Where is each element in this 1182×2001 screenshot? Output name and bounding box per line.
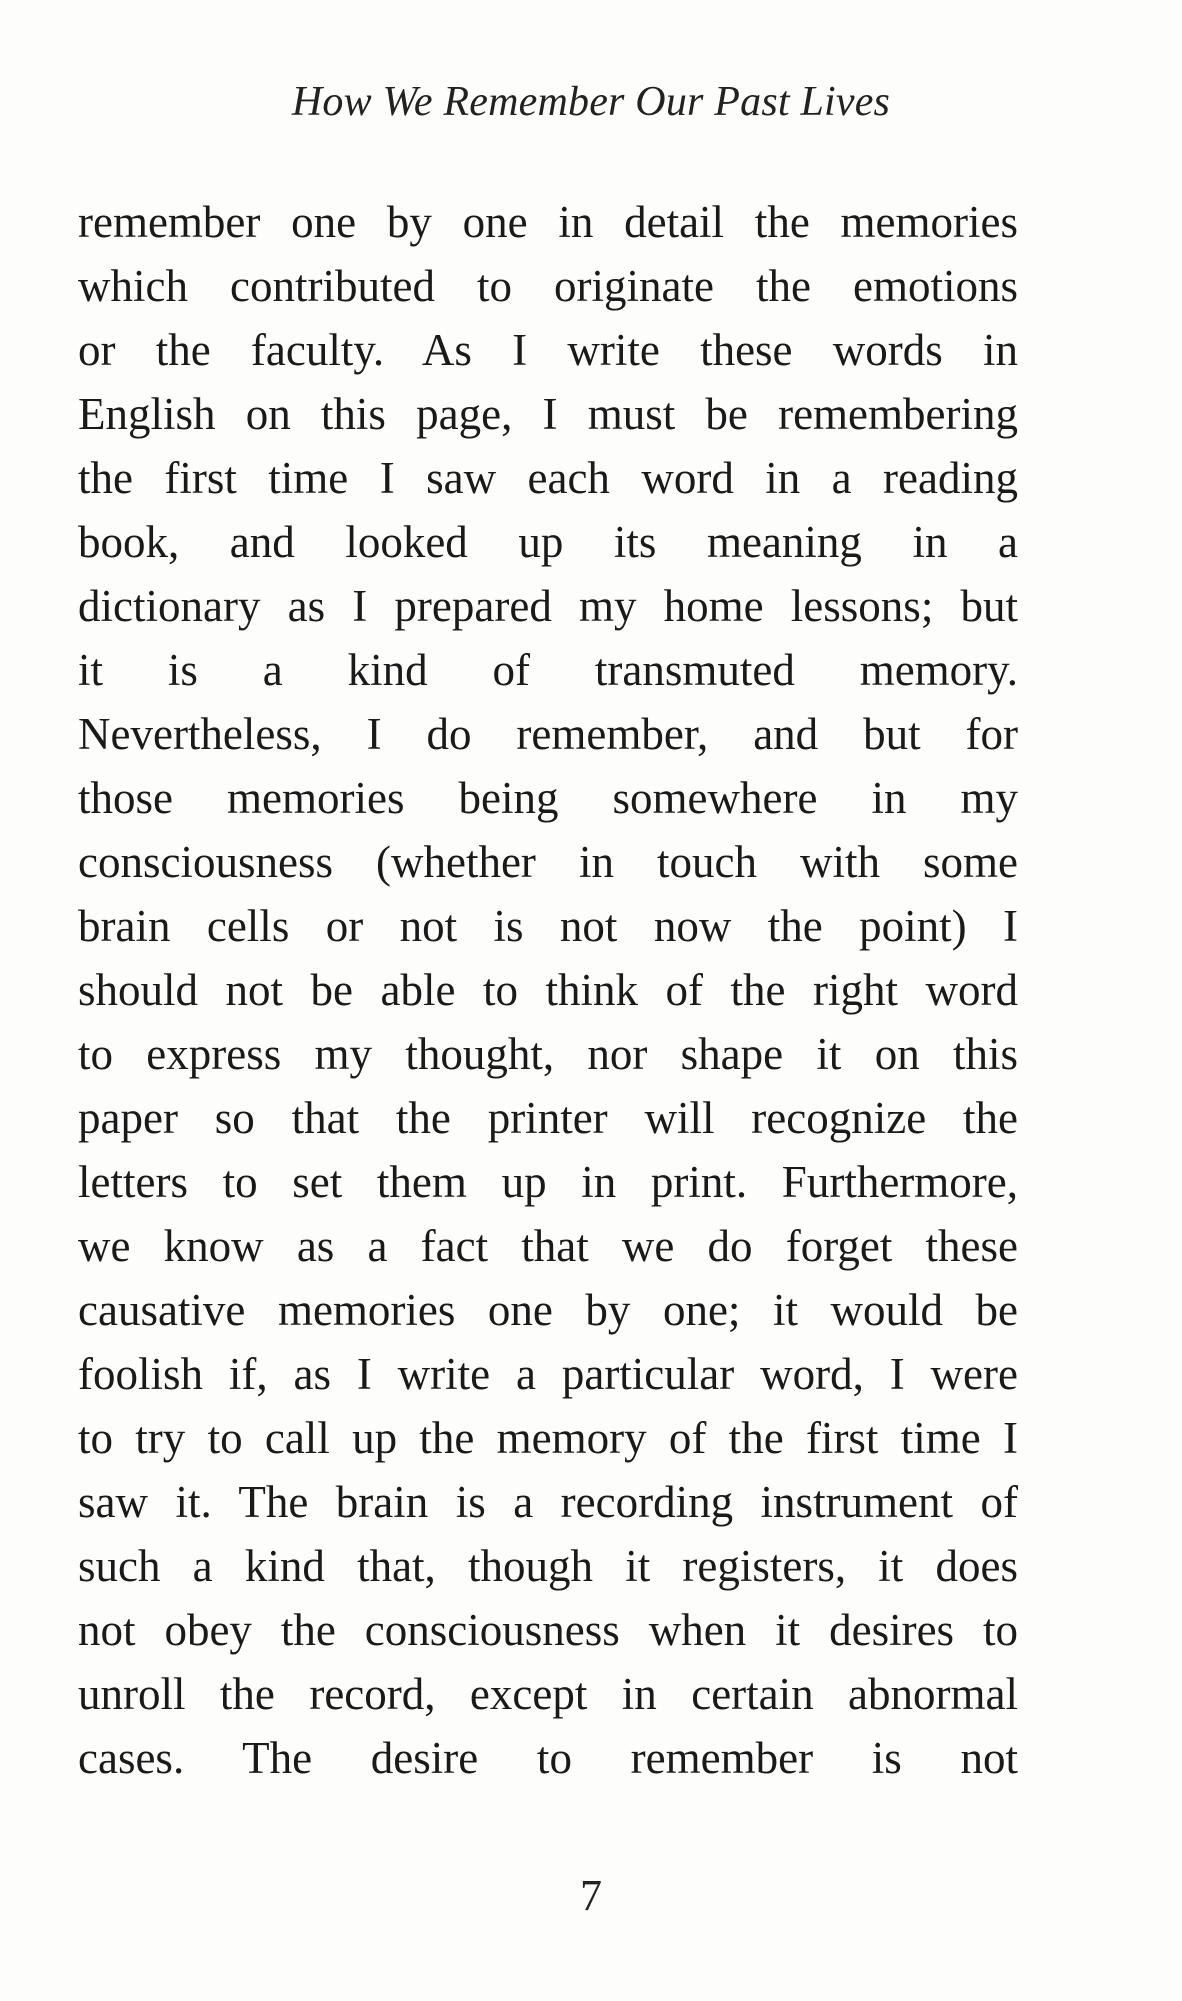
text-line: unroll the record, except in certain abnormal [78, 1669, 1018, 1719]
text-line: or the faculty. As I write these words in [78, 325, 1018, 375]
text-line: Nevertheless, I do remember, and but for [78, 709, 1018, 759]
text-line: letters to set them up in print. Furthermore, [78, 1157, 1018, 1207]
text-line: dictionary as I prepared my home lessons; but [78, 581, 1018, 631]
running-head: How We Remember Our Past Lives [291, 79, 891, 125]
text-line: it is a kind of transmuted memory. [78, 645, 1018, 695]
text-line: not obey the consciousness when it desires to [78, 1605, 1018, 1655]
text-line: the first time I saw each word in a reading [78, 453, 1018, 503]
text-line: English on this page, I must be remembering [78, 389, 1018, 439]
text-line: remember one by one in detail the memories [78, 197, 1018, 247]
text-line: cases. The desire to remember is not [78, 1733, 1018, 1783]
text-line: such a kind that, though it registers, it does [78, 1541, 1018, 1591]
text-line: brain cells or not is not now the point) I [78, 901, 1018, 951]
text-line: consciousness (whether in touch with some [78, 837, 1018, 887]
text-line: causative memories one by one; it would be [78, 1285, 1018, 1335]
text-line: which contributed to originate the emotions [78, 261, 1018, 311]
page-number: 7 [580, 1871, 602, 1920]
text-line: saw it. The brain is a recording instrument of [78, 1477, 1018, 1527]
text-line: book, and looked up its meaning in a [78, 517, 1018, 567]
text-line: paper so that the printer will recognize the [78, 1093, 1018, 1143]
text-line: those memories being somewhere in my [78, 773, 1018, 823]
text-line: foolish if, as I write a particular word, I were [78, 1349, 1018, 1399]
text-line: should not be able to think of the right word [78, 965, 1018, 1015]
text-line: to express my thought, nor shape it on this [78, 1029, 1018, 1079]
text-line: we know as a fact that we do forget these [78, 1221, 1018, 1271]
text-line: to try to call up the memory of the first time I [78, 1413, 1018, 1463]
body-text [78, 190, 1018, 1790]
